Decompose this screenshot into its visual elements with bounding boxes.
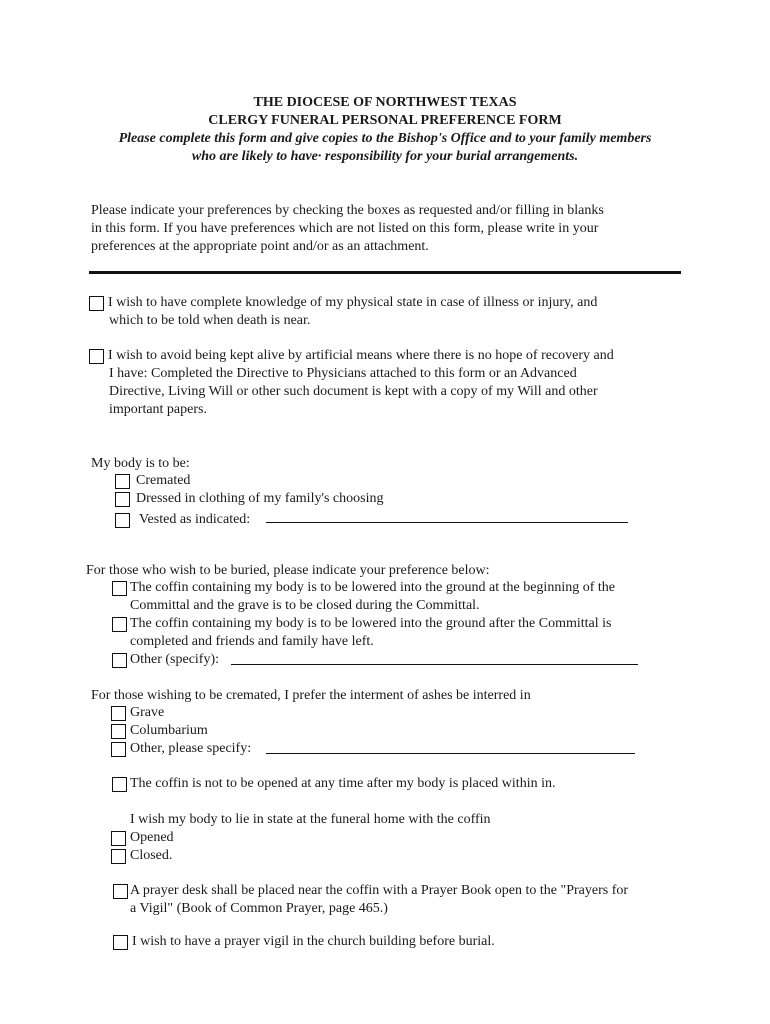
intro-line-3: preferences at the appropriate point and/or as an attachment. (91, 239, 429, 254)
coffin-opened-label: Opened (130, 830, 174, 845)
prayer-vigil-text: I wish to have a prayer vigil in the church building before burial. (132, 934, 495, 949)
coffin-opened-checkbox[interactable] (111, 831, 126, 846)
buried-other-label: Other (specify): (130, 652, 220, 667)
intro-line-2: in this form. If you have preferences which are not listed on this form, please write in your (91, 221, 599, 236)
avoid-life-support-text-2: I have: Completed the Directive to Physicians attached to this form or an Advanced (109, 366, 577, 381)
prayer-vigil-checkbox[interactable] (113, 935, 128, 950)
buried-option-1-text-1: The coffin containing my body is to be lowered into the ground at the beginning of the (130, 580, 615, 595)
body-heading: My body is to be: (91, 456, 190, 471)
prayer-desk-checkbox[interactable] (113, 884, 128, 899)
buried-other-checkbox[interactable] (112, 653, 127, 668)
knowledge-text-2: which to be told when death is near. (109, 313, 311, 328)
knowledge-checkbox[interactable] (89, 296, 104, 311)
buried-heading: For those who wish to be buried, please indicate your preference below: (86, 563, 490, 578)
knowledge-text-1: I wish to have complete knowledge of my physical state in case of illness or injury, and (108, 295, 598, 310)
buried-option-1-checkbox[interactable] (112, 581, 127, 596)
cremation-other-label: Other, please specify: (130, 741, 252, 756)
intro-line-1: Please indicate your preferences by checking the boxes as requested and/or filling in blanks (91, 203, 604, 218)
buried-other-blank-field[interactable] (231, 651, 638, 665)
cremation-other-blank-field[interactable] (266, 740, 635, 754)
columbarium-checkbox[interactable] (111, 724, 126, 739)
form-title: THE DIOCESE OF NORTHWEST TEXAS (253, 95, 517, 110)
vested-blank-field[interactable] (266, 509, 628, 523)
cremation-other-checkbox[interactable] (111, 742, 126, 757)
lie-in-state-heading: I wish my body to lie in state at the funeral home with the coffin (130, 812, 491, 827)
section-divider (89, 271, 681, 274)
form-instruction-line-1: Please complete this form and give copies to the Bishop's Office and to your family members (118, 131, 652, 146)
avoid-life-support-text-3: Directive, Living Will or other such document is kept with a copy of my Will and other (109, 384, 598, 399)
grave-label: Grave (130, 705, 165, 720)
form-subtitle: CLERGY FUNERAL PERSONAL PREFERENCE FORM (208, 113, 562, 128)
cremated-label: Cremated (136, 473, 191, 488)
prayer-desk-text-2: a Vigil" (Book of Common Prayer, page 465.) (130, 901, 388, 916)
coffin-not-opened-checkbox[interactable] (112, 777, 127, 792)
grave-checkbox[interactable] (111, 706, 126, 721)
columbarium-label: Columbarium (130, 723, 208, 738)
coffin-not-opened-text: The coffin is not to be opened at any time after my body is placed within in. (130, 776, 556, 791)
cremated-checkbox[interactable] (115, 474, 130, 489)
avoid-life-support-text-4: important papers. (109, 402, 207, 417)
prayer-desk-text-1: A prayer desk shall be placed near the coffin with a Prayer Book open to the "Prayers for (130, 883, 629, 898)
dressed-checkbox[interactable] (115, 492, 130, 507)
buried-option-1-text-2: Committal and the grave is to be closed during the Committal. (130, 598, 480, 613)
avoid-life-support-checkbox[interactable] (89, 349, 104, 364)
cremation-heading: For those wishing to be cremated, I prefer the interment of ashes be interred in (91, 688, 531, 703)
form-instruction-line-2: who are likely to have· responsibility for your burial arrangements. (191, 149, 579, 164)
avoid-life-support-text-1: I wish to avoid being kept alive by artificial means where there is no hope of recovery and (108, 348, 614, 363)
buried-option-2-checkbox[interactable] (112, 617, 127, 632)
dressed-label: Dressed in clothing of my family's choosing (136, 491, 384, 506)
buried-option-2-text-1: The coffin containing my body is to be lowered into the ground after the Committal is (130, 616, 612, 631)
vested-label: Vested as indicated: (139, 512, 251, 527)
vested-checkbox[interactable] (115, 513, 130, 528)
coffin-closed-checkbox[interactable] (111, 849, 126, 864)
coffin-closed-label: Closed. (130, 848, 173, 863)
buried-option-2-text-2: completed and friends and family have left. (130, 634, 374, 649)
